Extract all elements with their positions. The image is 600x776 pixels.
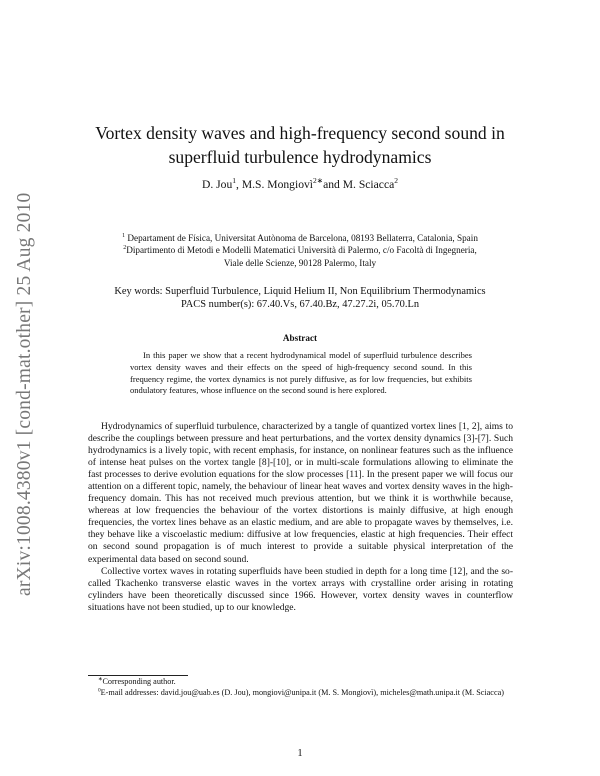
keywords-block: [60, 285, 540, 311]
author-2-affiliation-mark: 2∗: [313, 176, 324, 186]
author-list: [60, 178, 540, 191]
page-number: 1: [297, 748, 303, 759]
main-body: [88, 421, 513, 614]
footnote-divider: [88, 675, 188, 676]
keywords-line: Key words: Superfluid Turbulence, Liquid Helium II, Non Equilibrium Thermodynamics: [114, 286, 486, 297]
affiliation-1-mark: 1: [122, 232, 126, 239]
pacs-line: PACS number(s): 67.40.Vs, 67.40.Bz, 47.27.2i, 05.70.Ln: [180, 299, 420, 310]
footnote-1-text: Corresponding author.: [102, 677, 176, 686]
arxiv-identifier-stamp: arXiv:1008.4380v1 [cond-mat.other] 25 Aug 2010: [14, 192, 35, 596]
title-line-2: superfluid turbulence hydrodynamics: [168, 147, 432, 167]
footnotes: [88, 677, 513, 698]
affiliation-2-text: Dipartimento di Metodi e Modelli Matematici Università di Palermo, c/o Facoltà di Ingegneria,: [126, 245, 477, 255]
author-3-affiliation-mark: 2: [394, 176, 399, 186]
affiliation-2-address: Viale delle Scienze, 90128 Palermo, Italy: [223, 258, 377, 268]
affiliation-1-text: Departament de Física, Universitat Autònoma de Barcelona, 08193 Bellaterra, Catalonia, Spain: [125, 233, 478, 243]
abstract-text: In this paper we show that a recent hydrodynamical model of superfluid turbulence describes vortex density waves and their effects on the speed of high-frequency second sound. In this frequency regime, the vortex dynamics is not purely diffusive, as for low frequencies, but exhibits ondulatory features, whose influence on the second sound is here explored.: [130, 350, 472, 396]
paragraph-1: Hydrodynamics of superfluid turbulence, characterized by a tangle of quantized vortex lines [1, 2], aims to describe the couplings between pressure and heat perturbations, and the vortex density dynamics [3]-[7]. Such hydrodynamics is a lively topic, with recent emphasis, for instance, on nonlinear features such as the influence of intense heat pulses on the vortex tangle [8]-[10], or in multi-scale formulations allowing to eliminate the fast processes to derive evolution equations for the slow processes [11]. In the present paper we will focus our attention on a different topic, namely, the behaviour of linear heat waves and vortex density waves in the high-frequency domain. This has not received much previous attention, but we think it is worthwhile because, whereas at low frequencies the behaviour of the vortex distortions is mainly diffusive, at high enough frequencies, the vortex lines behave as an elastic medium, and are able to propagate waves by themselves, i.e. they behave like a viscoelastic medium: diffusive at low frequencies, elastic at high frequencies. Their effect on second sound propagation is of much interest to provide a suitable physical interpretation of the experimental data based on second sound.: [88, 421, 513, 565]
footnote-2-text: E-mail addresses: david.jou@uab.es (D. Jou), mongiovi@unipa.it (M. S. Mongiovì), micheles@math.unipa.it (M. Sciacca): [100, 687, 504, 697]
affiliation-2: [90, 244, 510, 257]
author-1-affiliation-mark: 1: [232, 176, 237, 186]
author-3: and M. Sciacca: [323, 178, 395, 191]
author-1: D. Jou: [201, 178, 233, 191]
footnote-corresponding-author: [88, 677, 513, 688]
footnote-1-mark: ∗: [98, 676, 103, 683]
affiliation-2-mark: 2: [123, 244, 127, 251]
paper-title: [60, 121, 540, 169]
abstract-heading: Abstract: [282, 333, 318, 343]
author-2: , M.S. Mongiovì: [236, 178, 314, 191]
footnote-email-addresses: [88, 688, 513, 699]
footnote-2-mark: 0: [98, 686, 101, 693]
title-line-1: Vortex density waves and high-frequency second sound in: [95, 123, 505, 143]
paragraph-2: Collective vortex waves in rotating superfluids have been studied in depth for a long time [12], and the so-called Tkachenko transverse elastic waves in the vortex arrays with crystalline order arising in rotating cylinders have been theoretically discussed since 1966. However, vortex density waves in counterflow situations have not been studied, up to our knowledge.: [88, 565, 513, 613]
